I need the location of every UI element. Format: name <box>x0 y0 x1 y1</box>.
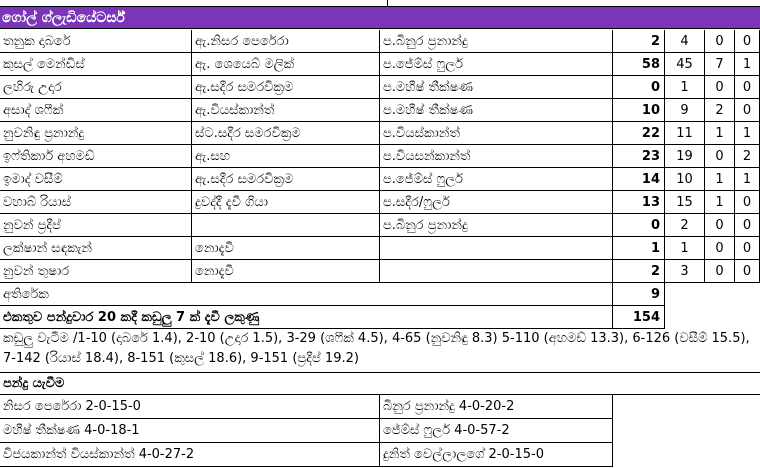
batting-runs-cell: 2 <box>613 260 665 283</box>
batting-sixes-cell: 2 <box>735 145 760 168</box>
batting-runs-cell: 2 <box>613 30 665 53</box>
batting-balls-cell: 10 <box>665 168 705 191</box>
batting-batter-cell: අසාද් ශෆීක් <box>0 99 192 122</box>
batting-dismissal-cell: ඇ.සදීර සමරවික්‍රම <box>192 76 380 99</box>
batting-bowler-cell: ප.සදීර/ෆුලර් <box>380 191 613 214</box>
bowling-figure-left: මහීෂ් තීක්ෂණ 4-0-18-1 <box>0 419 380 443</box>
batting-batter-cell: තනුක දාබරේ <box>0 30 192 53</box>
batting-batter-cell: නුවන් තුෂාර <box>0 260 192 283</box>
batting-dismissal-cell: දුවද්දී දැවී ගියා <box>192 191 380 214</box>
batting-fours-cell: 0 <box>705 145 735 168</box>
batting-batter-cell: ඉමාද් වසීම් <box>0 168 192 191</box>
batting-balls-cell: 9 <box>665 99 705 122</box>
batting-balls-cell: 1 <box>665 76 705 99</box>
extras-label: අතිරේක <box>0 283 613 306</box>
batting-runs-cell: 58 <box>613 53 665 76</box>
total-label: එකතුව පන්දුවාර 20 කදී කඩුලු 7 ක් දැවී ලකුණු <box>0 306 613 329</box>
batting-runs-cell: 0 <box>613 214 665 237</box>
batting-batter-cell: නුවනිඳු ප්‍රනාන්දු <box>0 122 192 145</box>
batting-runs-cell: 23 <box>613 145 665 168</box>
section-title: ගෝල් ග්ලැඩියේටර්ස් <box>0 7 760 29</box>
bowling-figure-right: දුනිත් වෙල්ලාලගේ 2-0-15-0 <box>380 443 613 467</box>
batting-runs-cell: 10 <box>613 99 665 122</box>
batting-dismissal-cell: ස්ට.සදීර සමරවික්‍රම <box>192 122 380 145</box>
batting-bowler-cell <box>380 260 613 283</box>
batting-runs-cell: 14 <box>613 168 665 191</box>
batting-sixes-cell: 0 <box>735 237 760 260</box>
total-value: 154 <box>613 306 665 329</box>
batting-fours-cell: 0 <box>705 30 735 53</box>
batting-dismissal-cell <box>192 214 380 237</box>
batting-batter-cell: වහාබ් රියාස් <box>0 191 192 214</box>
batting-sixes-cell: 1 <box>735 53 760 76</box>
batting-bowler-cell: ප.ජේම්ස් ෆුලර් <box>380 168 613 191</box>
batting-bowler-cell: ප.වියසන්කාන්ත් <box>380 145 613 168</box>
batting-balls-cell: 15 <box>665 191 705 214</box>
batting-fours-cell: 0 <box>705 214 735 237</box>
batting-fours-cell: 2 <box>705 99 735 122</box>
batting-fours-cell: 0 <box>705 260 735 283</box>
batting-sixes-cell: 1 <box>735 168 760 191</box>
batting-bowler-cell: ප.මහීෂ් තීක්ෂණ <box>380 76 613 99</box>
batting-bowler-cell: ප.වියස්කාන්ත් <box>380 122 613 145</box>
fall-of-wickets: කඩුලු වැටීම /1-10 (දාබරේ 1.4), 2-10 (උදාර 1.5), 3-29 (ශෆීක් 4.5), 4-65 (නුවනිඳු 8.3) 5-110 (අහමඩ් 13.3), 6-126 (වසීම් 15.5), 7-142 (රියාස් 18.4), 8-151 (කුසල් 18.6), 9-151 (ප්‍රදීප් 19.2) <box>0 329 760 373</box>
batting-fours-cell: 0 <box>705 76 735 99</box>
batting-fours-cell: 1 <box>705 191 735 214</box>
batting-balls-cell: 1 <box>665 237 705 260</box>
batting-bowler-cell: ප.ජේම්ස් ෆුලර් <box>380 53 613 76</box>
bowling-header: පන්දු යැවීම <box>0 373 760 395</box>
bowling-figure-left: නිසර පෙරේරා 2-0-15-0 <box>0 395 380 419</box>
batting-runs-cell: 1 <box>613 237 665 260</box>
batting-batter-cell: ලහිරු උදාර <box>0 76 192 99</box>
batting-fours-cell: 1 <box>705 168 735 191</box>
batting-balls-cell: 4 <box>665 30 705 53</box>
batting-sixes-cell: 0 <box>735 214 760 237</box>
bowling-figure-right: ජේම්ස් ෆුලර් 4-0-57-2 <box>380 419 613 443</box>
bowling-figure-left: විජයකාන්ත් වියස්කාන්ත් 4-0-27-2 <box>0 443 380 467</box>
batting-batter-cell: කුසල් මෙන්ඩිස් <box>0 53 192 76</box>
batting-fours-cell: 0 <box>705 237 735 260</box>
batting-bowler-cell: ප.මහීෂ් තීක්ෂණ <box>380 99 613 122</box>
batting-dismissal-cell: ඇ.නිසර පෙරේරා <box>192 30 380 53</box>
batting-balls-cell: 19 <box>665 145 705 168</box>
batting-fours-cell: 7 <box>705 53 735 76</box>
extras-value: 9 <box>613 283 665 306</box>
batting-sixes-cell: 0 <box>735 191 760 214</box>
batting-runs-cell: 13 <box>613 191 665 214</box>
batting-balls-cell: 45 <box>665 53 705 76</box>
batting-bowler-cell: ප.බිනුර ප්‍රනාන්දු <box>380 30 613 53</box>
batting-dismissal-cell: ඇ.වියස්කාන්ත් <box>192 99 380 122</box>
batting-dismissal-cell: ඇ.සදීර සමරවික්‍රම <box>192 168 380 191</box>
batting-fours-cell: 1 <box>705 122 735 145</box>
batting-bowler-cell <box>380 237 613 260</box>
batting-batter-cell: නුවන් ප්‍රදීප් <box>0 214 192 237</box>
batting-runs-cell: 0 <box>613 76 665 99</box>
batting-balls-cell: 2 <box>665 214 705 237</box>
batting-sixes-cell: 1 <box>735 122 760 145</box>
batting-balls-cell: 3 <box>665 260 705 283</box>
batting-sixes-cell: 0 <box>735 76 760 99</box>
batting-dismissal-cell: ඇ.සහ <box>192 145 380 168</box>
bowling-figure-right: බිනුර ප්‍රනාන්දු 4-0-20-2 <box>380 395 613 419</box>
top-row-divider <box>387 0 388 7</box>
batting-sixes-cell: 0 <box>735 30 760 53</box>
batting-batter-cell: ලක්ෂාන් සඳකැන් <box>0 237 192 260</box>
batting-dismissal-cell: නොදැවී <box>192 260 380 283</box>
batting-dismissal-cell: නොදැවී <box>192 237 380 260</box>
batting-runs-cell: 22 <box>613 122 665 145</box>
top-row-remnant <box>0 0 760 7</box>
batting-sixes-cell: 0 <box>735 260 760 283</box>
batting-dismissal-cell: ඇ. ශෙයෙබ් මලික් <box>192 53 380 76</box>
batting-bowler-cell: ප.බිනුර ප්‍රනාන්දු <box>380 214 613 237</box>
batting-batter-cell: ඉෆ්තිකාර් අහමඩ් <box>0 145 192 168</box>
batting-balls-cell: 11 <box>665 122 705 145</box>
batting-sixes-cell: 0 <box>735 99 760 122</box>
